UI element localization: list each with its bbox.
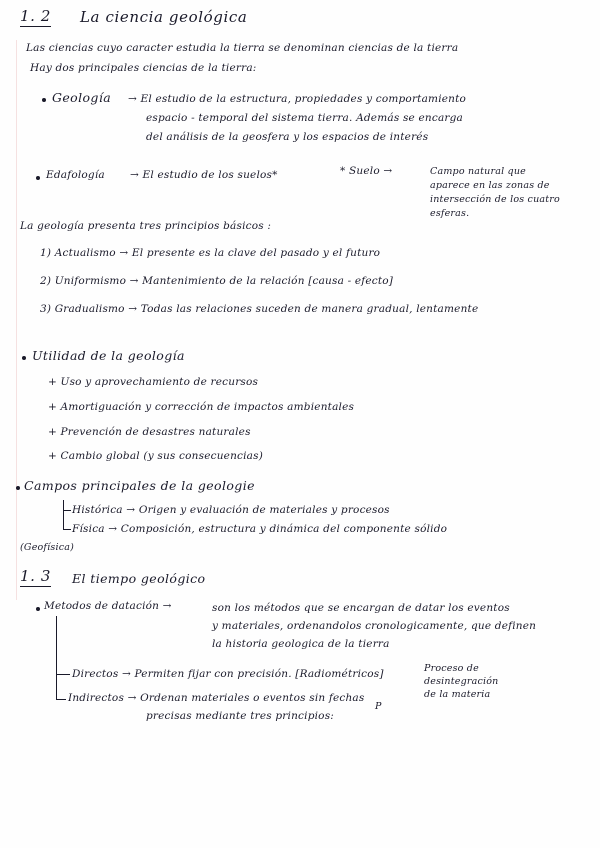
section-title: El tiempo geológico bbox=[72, 571, 206, 586]
suelo-def-2: aparece en las zonas de bbox=[430, 180, 550, 191]
indirectos-2: precisas mediante tres principios: bbox=[146, 710, 335, 722]
principle-2: 2) Uniformismo → Mantenimiento de la relación [causa - efecto] bbox=[40, 275, 394, 287]
geologia-def-2: espacio - temporal del sistema tierra. Además se encarga bbox=[146, 112, 464, 124]
campos-branch-line bbox=[63, 500, 64, 530]
bullet-dot bbox=[36, 176, 40, 180]
utilidad-item-3: + Prevención de desastres naturales bbox=[48, 426, 251, 438]
bullet-dot bbox=[22, 356, 26, 360]
bullet-dot bbox=[16, 486, 20, 490]
campos-title: Campos principales de la geologie bbox=[24, 478, 255, 493]
proceso-line-1: Proceso de bbox=[424, 663, 479, 674]
section-number: 1. 2 bbox=[20, 7, 52, 25]
metodos-def-1: son los métodos que se encargan de datar los eventos bbox=[212, 602, 510, 614]
campos-branch-arm bbox=[63, 529, 71, 530]
utilidad-title: Utilidad de la geología bbox=[32, 348, 185, 363]
proceso-line-2: desintegración bbox=[424, 676, 499, 687]
edafologia-term: Edafología bbox=[46, 169, 105, 181]
bullet-dot bbox=[36, 607, 40, 611]
indirectos-1: Indirectos → Ordenan materiales o eventos sin fechas bbox=[68, 692, 365, 704]
suelo-def-3: intersección de los cuatro bbox=[430, 194, 560, 205]
utilidad-item-2: + Amortiguación y corrección de impactos ambientales bbox=[48, 401, 355, 413]
utilidad-item-4: + Cambio global (y sus consecuencias) bbox=[48, 450, 264, 462]
stray-mark: P bbox=[375, 701, 382, 712]
section-title: La ciencia geológica bbox=[80, 8, 248, 26]
intro-line-2: Hay dos principales ciencias de la tierra: bbox=[30, 62, 257, 74]
principle-3: 3) Gradualismo → Todas las relaciones suceden de manera gradual, lentamente bbox=[40, 303, 479, 315]
geologia-def-1: → El estudio de la estructura, propiedades y comportamiento bbox=[128, 93, 467, 105]
utilidad-item-1: + Uso y aprovechamiento de recursos bbox=[48, 376, 259, 388]
principles-intro: La geología presenta tres principios básicos : bbox=[20, 220, 272, 232]
campos-fisica: Física → Composición, estructura y dinámica del componente sólido bbox=[72, 523, 448, 535]
margin-line bbox=[16, 40, 17, 600]
suelo-def-4: esferas. bbox=[430, 208, 470, 219]
edafologia-def: → El estudio de los suelos* bbox=[130, 169, 278, 181]
suelo-def-1: Campo natural que bbox=[430, 166, 526, 177]
proceso-line-3: de la materia bbox=[424, 689, 491, 700]
geologia-term: Geología bbox=[52, 90, 112, 105]
metodos-branch-arm bbox=[56, 674, 70, 675]
directos: Directos → Permiten fijar con precisión. [Radiométricos] bbox=[72, 668, 384, 680]
principle-1: 1) Actualismo → El presente es la clave del pasado y el futuro bbox=[40, 247, 381, 259]
geofisica-note: (Geofísica) bbox=[20, 542, 74, 553]
metodos-branch-line bbox=[56, 616, 57, 700]
metodos-term: Metodos de datación → bbox=[44, 600, 172, 612]
campos-historica: Histórica → Origen y evaluación de materiales y procesos bbox=[72, 504, 390, 516]
section-number: 1. 3 bbox=[20, 567, 52, 585]
geologia-def-3: del análisis de la geosfera y los espacios de interés bbox=[146, 131, 429, 143]
metodos-def-2: y materiales, ordenandolos cronologicamente, que definen bbox=[212, 620, 537, 632]
campos-branch-arm bbox=[63, 510, 71, 511]
metodos-branch-arm bbox=[56, 699, 66, 700]
intro-line-1: Las ciencias cuyo caracter estudia la tierra se denominan ciencias de la tierra bbox=[26, 42, 459, 54]
bullet-dot bbox=[42, 98, 46, 102]
metodos-def-3: la historia geologica de la tierra bbox=[212, 638, 390, 650]
suelo-term: * Suelo → bbox=[340, 165, 393, 177]
